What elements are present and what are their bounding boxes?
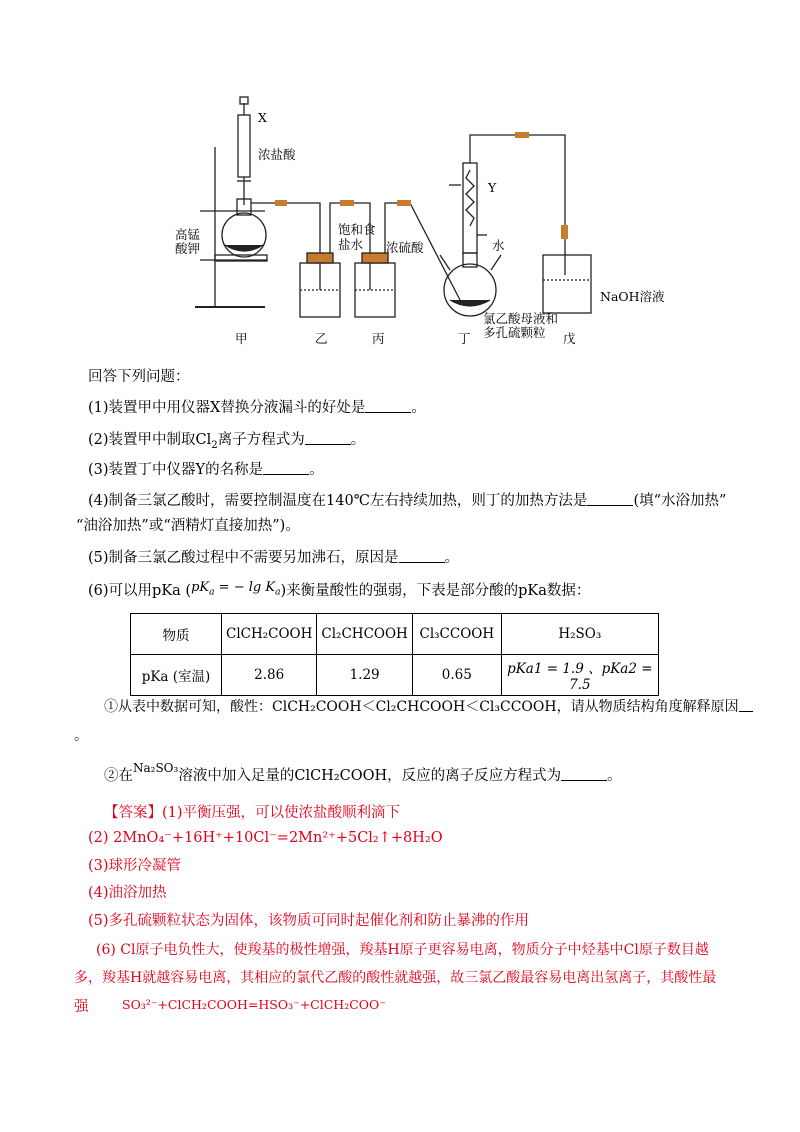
table-header: 物质 — [131, 614, 222, 655]
label-conc-h2so4: 浓硫酸 — [386, 240, 424, 255]
question-6a: ①从表中数据可知，酸性：ClCH₂COOH＜Cl₂CHCOOH＜Cl₃CCOOH，请从物质结构角度解释原因 — [104, 697, 753, 717]
answer-blank[interactable] — [587, 491, 633, 506]
table-cell: pKa1 = 1.9 、pKa2 = 7.5 — [501, 655, 658, 696]
question-4: (4)制备三氯乙酸时，需要控制温度在140℃左右持续加热，则丁的加热方法是 (填“水浴加热” — [88, 493, 727, 509]
table-header: Cl₃CCOOH — [412, 614, 501, 655]
table-cell: 0.65 — [412, 655, 501, 696]
answer-6-line2: 多，羧基H就越容易电离，其相应的氯代乙酸的酸性就越强，故三氯乙酸最容易电离出氢离子，其酸性最 — [74, 970, 717, 986]
answer-6-equation: SO₃²⁻+ClCH₂COOH=HSO₃⁻+ClCH₂COO⁻ — [122, 997, 386, 1012]
label-brine: 饱和食盐水 — [338, 222, 376, 252]
answer-4: (4)油浴加热 — [88, 885, 167, 901]
question-4-cont: “油浴加热”或“酒精灯直接加热”)。 — [76, 518, 300, 534]
question-5: (5)制备三氯乙酸过程中不需要另加沸石，原因是 。 — [88, 550, 460, 566]
station-yi: 乙 — [315, 331, 328, 346]
answer-5: (5)多孔硫颗粒状态为固体，该物质可同时起催化剂和防止暴沸的作用 — [88, 913, 530, 929]
question-6b: ②在$^{Na_2SO_3}$溶液中加入足量的ClCH₂COOH，反应的离子反应方程式为 。 — [104, 761, 622, 784]
answer-blank[interactable] — [739, 697, 753, 712]
station-ding: 丁 — [458, 331, 471, 346]
label-kmno4: 高锰酸钾 — [175, 227, 201, 256]
answer-blank[interactable] — [305, 430, 351, 445]
table-cell: 2.86 — [222, 655, 317, 696]
label-water: 水 — [492, 238, 505, 253]
question-6a-end: 。 — [74, 728, 89, 744]
answer-tag: 【答案】 — [104, 805, 162, 821]
answer-3: (3)球形冷凝管 — [88, 858, 182, 874]
beaker-wu — [543, 255, 591, 313]
funnel-x — [238, 115, 250, 177]
answer-6-line3: 强 — [74, 999, 89, 1015]
question-6: (6)可以用pKa ($pK_a$ = − $\lg K_a$)来衡量酸性的强弱，下表是部分酸的pKa数据： — [88, 580, 591, 599]
answer-2: (2) 2MnO₄⁻+16H⁺+10Cl⁻=2Mn²⁺+5Cl₂↑+8H₂O — [88, 830, 443, 846]
table-header: H₂SO₃ — [501, 614, 658, 655]
answer-blank[interactable] — [263, 460, 309, 475]
question-1: (1)装置甲中用仪器X替换分液漏斗的好处是 。 — [88, 400, 426, 416]
apparatus-diagram — [165, 95, 645, 350]
answer-1: 【答案】(1)平衡压强，可以使浓盐酸顺利滴下 — [104, 805, 401, 821]
station-bing: 丙 — [372, 331, 385, 346]
answer-blank[interactable] — [365, 398, 411, 413]
intro: 回答下列问题： — [88, 369, 190, 385]
table-header: ClCH₂COOH — [222, 614, 317, 655]
label-y: Y — [488, 180, 497, 195]
table-header: Cl₂CHCOOH — [317, 614, 412, 655]
table-header-row — [131, 614, 659, 655]
flask-ding — [444, 264, 496, 316]
station-wu: 戊 — [563, 331, 576, 346]
label-mother-liquor: 氯乙酸母液和多孔硫颗粒 — [483, 311, 559, 340]
label-x: X — [258, 110, 267, 125]
question-3: (3)装置丁中仪器Y的名称是 。 — [88, 462, 324, 478]
answer-blank[interactable] — [399, 548, 445, 563]
label-conc-hcl: 浓盐酸 — [258, 147, 296, 162]
table-row — [131, 655, 659, 696]
label-naoh: NaOH溶液 — [600, 289, 665, 304]
answer-6-line1: (6) Cl原子电负性大，使羧基的极性增强，羧基H原子更容易电离，物质分子中烃基中Cl原子数目越 — [96, 942, 709, 958]
condenser-y — [463, 163, 477, 253]
table-cell: 1.29 — [317, 655, 412, 696]
question-2: (2)装置甲中制取$Cl_2$离子方程式为 。 — [88, 432, 366, 451]
table-cell: pKa (室温) — [131, 655, 222, 696]
pka-table — [130, 613, 659, 696]
station-jia: 甲 — [235, 331, 248, 346]
answer-blank[interactable] — [561, 766, 607, 781]
